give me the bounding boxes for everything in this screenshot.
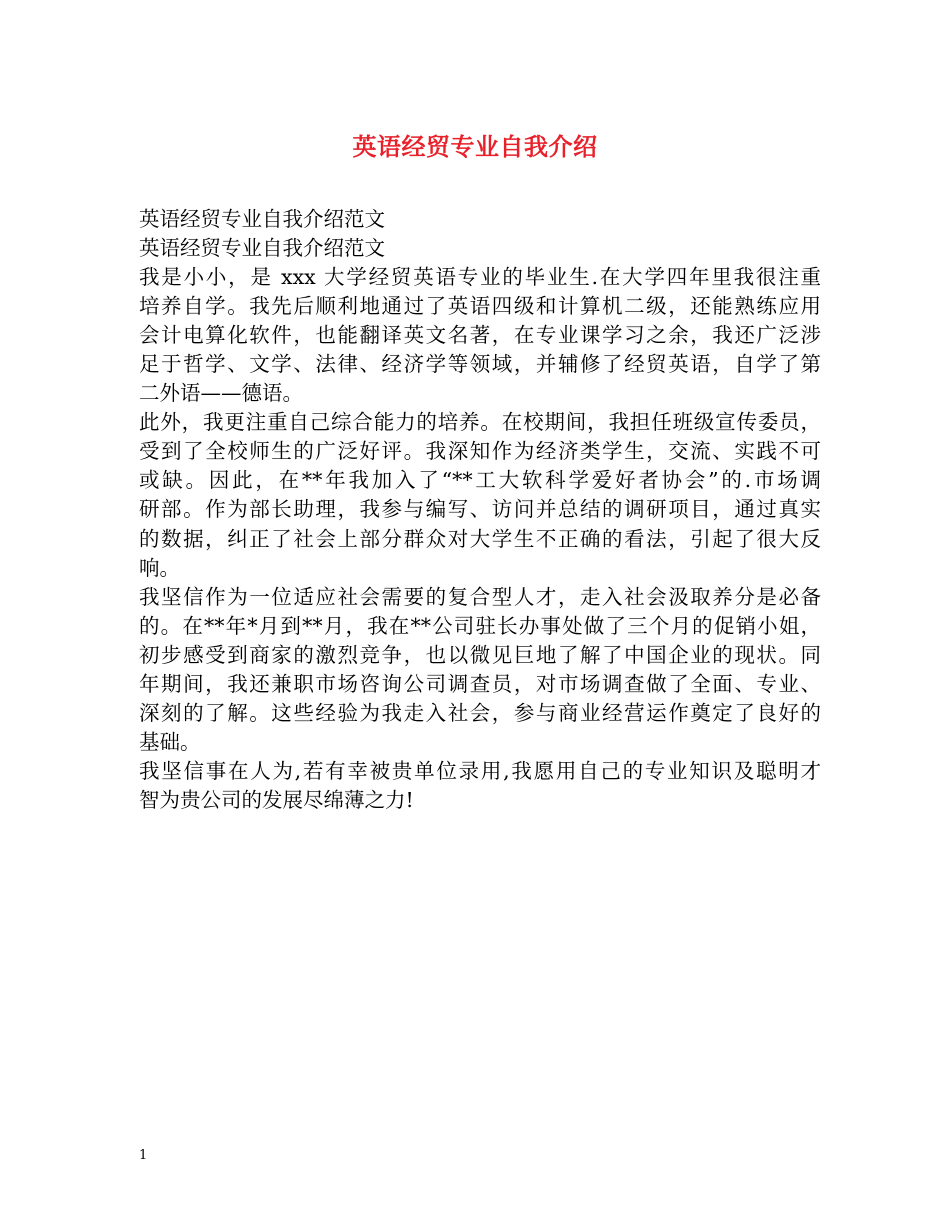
text-line: 我坚信作为一位适应社会需要的复合型人才，走入社会汲取养分是必备 bbox=[139, 584, 821, 609]
text-line: 英语经贸专业自我介绍范文 bbox=[139, 236, 385, 261]
text-line: 或缺。因此，在**年我加入了“**工大软科学爱好者协会”的.市场调 bbox=[139, 468, 821, 493]
text-line: 受到了全校师生的广泛好评。我深知作为经济类学生，交流、实践不可 bbox=[139, 439, 821, 464]
page-number: 1 bbox=[139, 1148, 148, 1163]
text-line: 智为贵公司的发展尽绵薄之力! bbox=[139, 787, 414, 812]
text-line: 基础。 bbox=[139, 729, 201, 754]
text-line: 的。在**年*月到**月，我在**公司驻长办事处做了三个月的促销小姐， bbox=[139, 613, 821, 638]
text-line: 二外语——德语。 bbox=[139, 381, 303, 406]
text-line: 研部。作为部长助理，我参与编写、访问并总结的调研项目，通过真实 bbox=[139, 497, 821, 522]
text-line: 会计电算化软件，也能翻译英文名著，在专业课学习之余，我还广泛涉 bbox=[139, 323, 821, 348]
text-line: 深刻的了解。这些经验为我走入社会，参与商业经营运作奠定了良好的 bbox=[139, 700, 821, 725]
text-line: 培养自学。我先后顺利地通过了英语四级和计算机二级，还能熟练应用 bbox=[139, 294, 821, 319]
text-line: 足于哲学、文学、法律、经济学等领域，并辅修了经贸英语，自学了第 bbox=[139, 352, 821, 377]
text-line: 我是小小，是 xxx 大学经贸英语专业的毕业生.在大学四年里我很注重 bbox=[139, 265, 821, 290]
text-line: 此外，我更注重自己综合能力的培养。在校期间，我担任班级宣传委员， bbox=[139, 410, 821, 435]
page-title: 英语经贸专业自我介绍 bbox=[352, 132, 598, 161]
text-line: 英语经贸专业自我介绍范文 bbox=[139, 207, 385, 231]
text-line: 初步感受到商家的激烈竞争，也以微见巨地了解了中国企业的现状。同 bbox=[139, 642, 821, 667]
document-body bbox=[139, 205, 821, 815]
text-line: 我坚信事在人为,若有幸被贵单位录用,我愿用自己的专业知识及聪明才 bbox=[139, 758, 821, 783]
text-line: 响。 bbox=[139, 555, 180, 580]
text-line: 的数据，纠正了社会上部分群众对大学生不正确的看法，引起了很大反 bbox=[139, 526, 821, 551]
text-line: 年期间，我还兼职市场咨询公司调查员，对市场调查做了全面、专业、 bbox=[139, 671, 821, 696]
